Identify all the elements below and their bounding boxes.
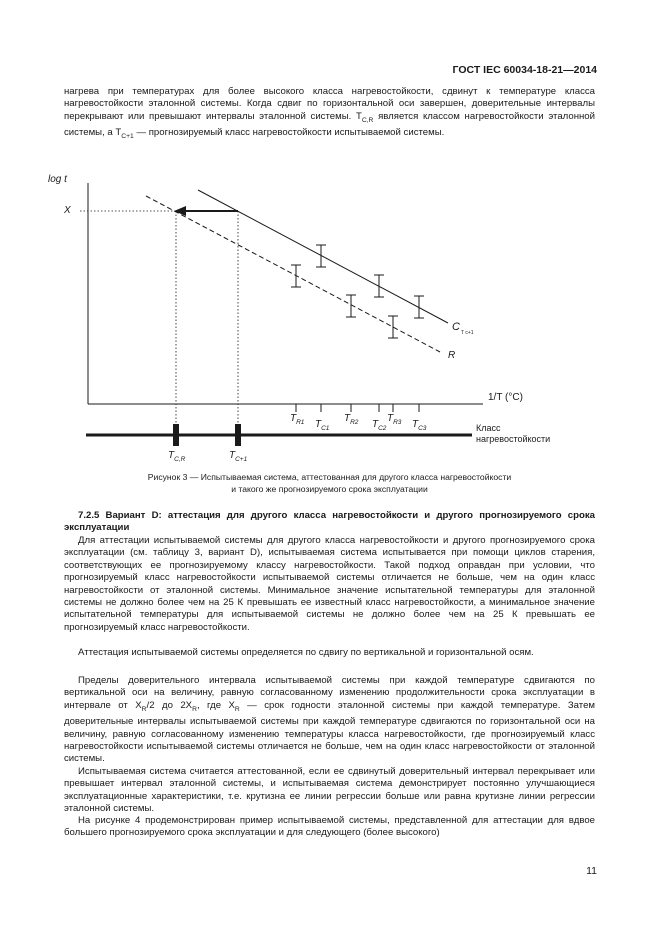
paragraph-5: На рисунке 4 продемонстрирован пример испытываемой системы, представленной для аттестации для вдвое большего прогнозируемого срока эксплуатации и для следующего (более высокого) [64, 815, 595, 839]
figure-caption: Рисунок 3 — Испытываемая система, аттестованная для другого класса нагревостойкости и такого же прогнозируемого срока эксплуатации [147, 472, 512, 494]
tcr-marker [173, 424, 179, 446]
interval-6 [414, 296, 424, 318]
x-marker-label: X [64, 205, 71, 216]
tcr-label: $T_{C,R}$ [168, 450, 186, 463]
tick-label-tc3: $T_{C3}$ [412, 419, 427, 432]
paragraph-2: Аттестация испытываемой системы определяется по сдвигу по вертикальной и горизонтальной осям. [78, 647, 534, 658]
y-axis-label: log t [48, 174, 67, 185]
tc1-label: $T_{C+1}$ [229, 450, 248, 463]
line-r-reference [146, 196, 440, 352]
intro-paragraph: нагрева при температурах для более высокого класса нагревостойкости, сдвинут к температуре класса нагревостойкости эталонной системы. Когда сдвиг по горизонтальной оси завершен, доверительные интервалы перекрывают или превышают интервалы эталонной системы. $T_{C,R}$ является классом нагревостойкости эталонной системы, а $T_{C+1}$ — прогнозируемый класс нагревостойкости испытываемой системы. [64, 86, 595, 141]
paragraph-4: Испытываемая система считается аттестованной, если ее сдвинутый доверительный интервал перекрывает или превышает интервал эталонной системы, и испытываемая система демонстрирует постоянно улучшающиеся эксплуатационные характеристики, т.е. крутизна ее линии регрессии больше или равна крутизне линии регрессии эталонной системы. [64, 766, 595, 815]
class-label-2: нагревостойкости [476, 434, 551, 444]
tc1-marker [235, 424, 241, 446]
line-c-label: C [452, 321, 460, 333]
tick-label-tr3: $T_{R3}$ [387, 413, 402, 426]
tick-label-tc2: $T_{C2}$ [372, 419, 387, 432]
paragraph-1: Для аттестации испытываемой системы для другого класса нагревостойкости и другого прогнозируемого срока эксплуатации (см. таблицу 3, вариант D), испытываемая система испытывается при помощи циклов старения, соответствующих ее прогнозируемому классу нагревостойкости. Такой подход оправдан при условии, что прогнозируемый класс нагревостойкости испытываемой системы отличается не больше, чем на один класс нагревостойкости от эталонной системы. Минимальное значение испытательной температуры для эталонной системы не должно более чем на 25 К превышать ее известный класс нагревостойкости, а минимальное значение испытательной температуры для испытываемой системы не должно более чем на 25 К превышать ее прогнозируемый класс нагревостойкости. [64, 535, 595, 633]
section-heading-7-2-5: 7.2.5 Вариант D: аттестация для другого класса нагревостойкости и другого прогнозируемого срока эксплуатации [64, 510, 595, 534]
line-c-tested [198, 190, 448, 323]
line-c-sublabel: T c+1 [461, 330, 474, 336]
tick-label-tc1: $T_{C1}$ [315, 419, 330, 432]
interval-2 [316, 245, 326, 267]
tick-label-tr1: $T_{R1}$ [290, 413, 305, 426]
interval-4 [374, 275, 384, 297]
x-axis-label: 1/T (°C) [488, 392, 523, 403]
interval-3 [346, 295, 356, 317]
class-label-1: Класс [476, 423, 501, 433]
tick-label-tr2: $T_{R2}$ [344, 413, 359, 426]
line-r-label: R [448, 350, 456, 361]
confidence-intervals [291, 245, 424, 338]
interval-5 [388, 316, 398, 338]
page-number: 11 [586, 865, 597, 877]
x-axis-ticks [296, 404, 419, 412]
paragraph-3: Пределы доверительного интервала испытываемой системы при каждой температуре сдвигаются по вертикальной оси на величину, равную согласованному изменению продолжительности срока эксплуатации в интервале от $X_R/2$ до $2X_R$, где $X_R$ — срок годности эталонной системы при каждой температуре. Затем доверительные интервалы испытываемой системы при каждой температуре сдвигаются по горизонтальной оси на величину, равную согласованному изменению температуры класса нагревостойкости, где прогнозируемый класс нагревостойкости испытываемой системы отличается не больше, чем на один класс нагревостойкости от эталонной системы. [64, 675, 596, 765]
interval-1 [291, 265, 301, 287]
document-header: ГОСТ IEC 60034-18-21—2014 [452, 64, 597, 76]
